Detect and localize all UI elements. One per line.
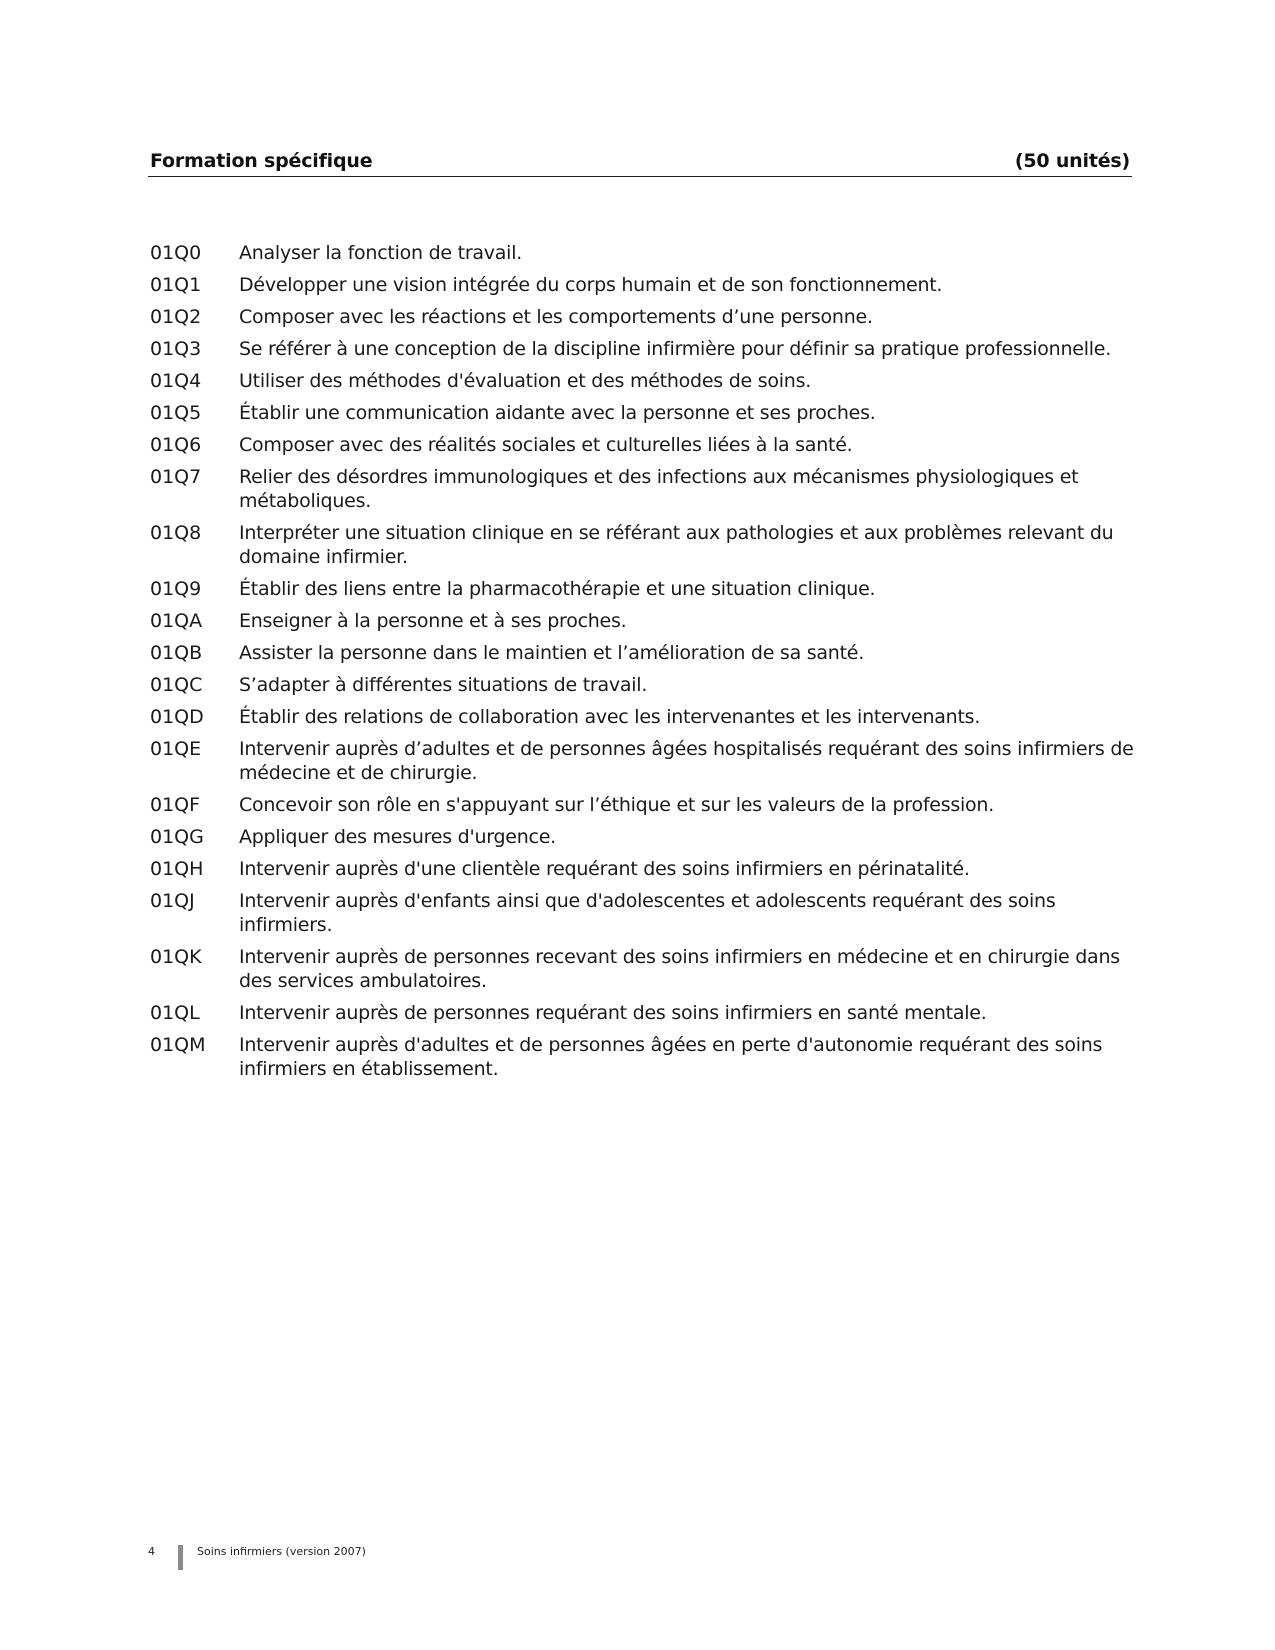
competency-code: 01Q3 xyxy=(150,338,202,360)
competency-code: 01QG xyxy=(150,826,204,848)
list-item xyxy=(150,825,1135,849)
list-item xyxy=(150,1033,1135,1081)
page-number: 4 xyxy=(148,1545,155,1558)
section-units: (50 unités) xyxy=(1014,150,1130,172)
competency-description: Interpréter une situation clinique en se référant aux pathologies et aux problèmes relevant du domaine infirmier. xyxy=(239,522,1114,568)
footer-divider-bar xyxy=(178,1545,183,1570)
competency-description: Analyser la fonction de travail. xyxy=(239,242,523,264)
list-item xyxy=(150,1001,1135,1025)
competency-description: Composer avec les réactions et les comportements d’une personne. xyxy=(239,306,873,328)
competency-code: 01QH xyxy=(150,858,204,880)
list-item xyxy=(150,273,1135,297)
competency-description: Appliquer des mesures d'urgence. xyxy=(239,826,556,848)
competency-description: Composer avec des réalités sociales et culturelles liées à la santé. xyxy=(239,434,853,456)
competency-code: 01QJ xyxy=(150,890,195,912)
competency-code: 01Q5 xyxy=(150,402,202,424)
competency-code: 01QD xyxy=(150,706,204,728)
competency-code: 01QE xyxy=(150,738,202,760)
competency-code: 01QL xyxy=(150,1002,200,1024)
competency-description: Utiliser des méthodes d'évaluation et des méthodes de soins. xyxy=(239,370,812,392)
competency-code: 01Q7 xyxy=(150,466,202,488)
section-header xyxy=(148,150,1132,177)
competency-description: Intervenir auprès d'adultes et de personnes âgées en perte d'autonomie requérant des soins infirmiers en établissement. xyxy=(239,1034,1103,1080)
competency-description: Intervenir auprès de personnes requérant des soins infirmiers en santé mentale. xyxy=(239,1002,987,1024)
competency-code: 01Q6 xyxy=(150,434,202,456)
competency-description: Établir une communication aidante avec la personne et ses proches. xyxy=(239,402,876,424)
competency-code: 01QF xyxy=(150,794,201,816)
competency-code: 01QM xyxy=(150,1034,206,1056)
list-item xyxy=(150,857,1135,881)
page-footer xyxy=(148,1545,366,1570)
competency-code: 01Q9 xyxy=(150,578,202,600)
competency-description: Assister la personne dans le maintien et l’amélioration de sa santé. xyxy=(239,642,865,664)
list-item xyxy=(150,521,1135,569)
footer-document-title: Soins infirmiers (version 2007) xyxy=(197,1545,366,1558)
competency-description: Intervenir auprès d’adultes et de personnes âgées hospitalisés requérant des soins infirmiers de médecine et de chirurgie. xyxy=(239,738,1134,784)
competency-description: Développer une vision intégrée du corps humain et de son fonctionnement. xyxy=(239,274,943,296)
list-item xyxy=(150,577,1135,601)
list-item xyxy=(150,793,1135,817)
competency-description: Concevoir son rôle en s'appuyant sur l’éthique et sur les valeurs de la profession. xyxy=(239,794,994,816)
competency-code: 01Q0 xyxy=(150,242,202,264)
list-item xyxy=(150,889,1135,937)
list-item xyxy=(150,705,1135,729)
competency-code: 01QA xyxy=(150,610,203,632)
competency-description: Établir des relations de collaboration avec les intervenantes et les intervenants. xyxy=(239,706,981,728)
list-item xyxy=(150,673,1135,697)
list-item xyxy=(150,241,1135,265)
list-item xyxy=(150,465,1135,513)
competency-code: 01Q2 xyxy=(150,306,202,328)
competency-code: 01Q8 xyxy=(150,522,202,544)
competency-description: Enseigner à la personne et à ses proches. xyxy=(239,610,627,632)
competency-description: Intervenir auprès d'enfants ainsi que d'adolescentes et adolescents requérant des soins infirmiers. xyxy=(239,890,1056,936)
list-item xyxy=(150,337,1135,361)
competency-code: 01Q4 xyxy=(150,370,202,392)
list-item xyxy=(150,609,1135,633)
list-item xyxy=(150,369,1135,393)
competency-code: 01QK xyxy=(150,946,202,968)
competency-description: S’adapter à différentes situations de travail. xyxy=(239,674,648,696)
competency-description: Intervenir auprès d'une clientèle requérant des soins infirmiers en périnatalité. xyxy=(239,858,970,880)
competency-list xyxy=(150,241,1135,1089)
list-item xyxy=(150,305,1135,329)
competency-description: Établir des liens entre la pharmacothérapie et une situation clinique. xyxy=(239,578,876,600)
list-item xyxy=(150,737,1135,785)
competency-description: Relier des désordres immunologiques et des infections aux mécanismes physiologiques et métaboliques. xyxy=(239,466,1079,512)
competency-code: 01QB xyxy=(150,642,203,664)
competency-code: 01QC xyxy=(150,674,203,696)
list-item xyxy=(150,641,1135,665)
list-item xyxy=(150,401,1135,425)
competency-code: 01Q1 xyxy=(150,274,202,296)
section-title: Formation spécifique xyxy=(150,150,373,172)
list-item xyxy=(150,945,1135,993)
list-item xyxy=(150,433,1135,457)
competency-description: Se référer à une conception de la discipline infirmière pour définir sa pratique professionnelle. xyxy=(239,338,1111,360)
competency-description: Intervenir auprès de personnes recevant des soins infirmiers en médecine et en chirurgie dans des services ambulatoires. xyxy=(239,946,1120,992)
